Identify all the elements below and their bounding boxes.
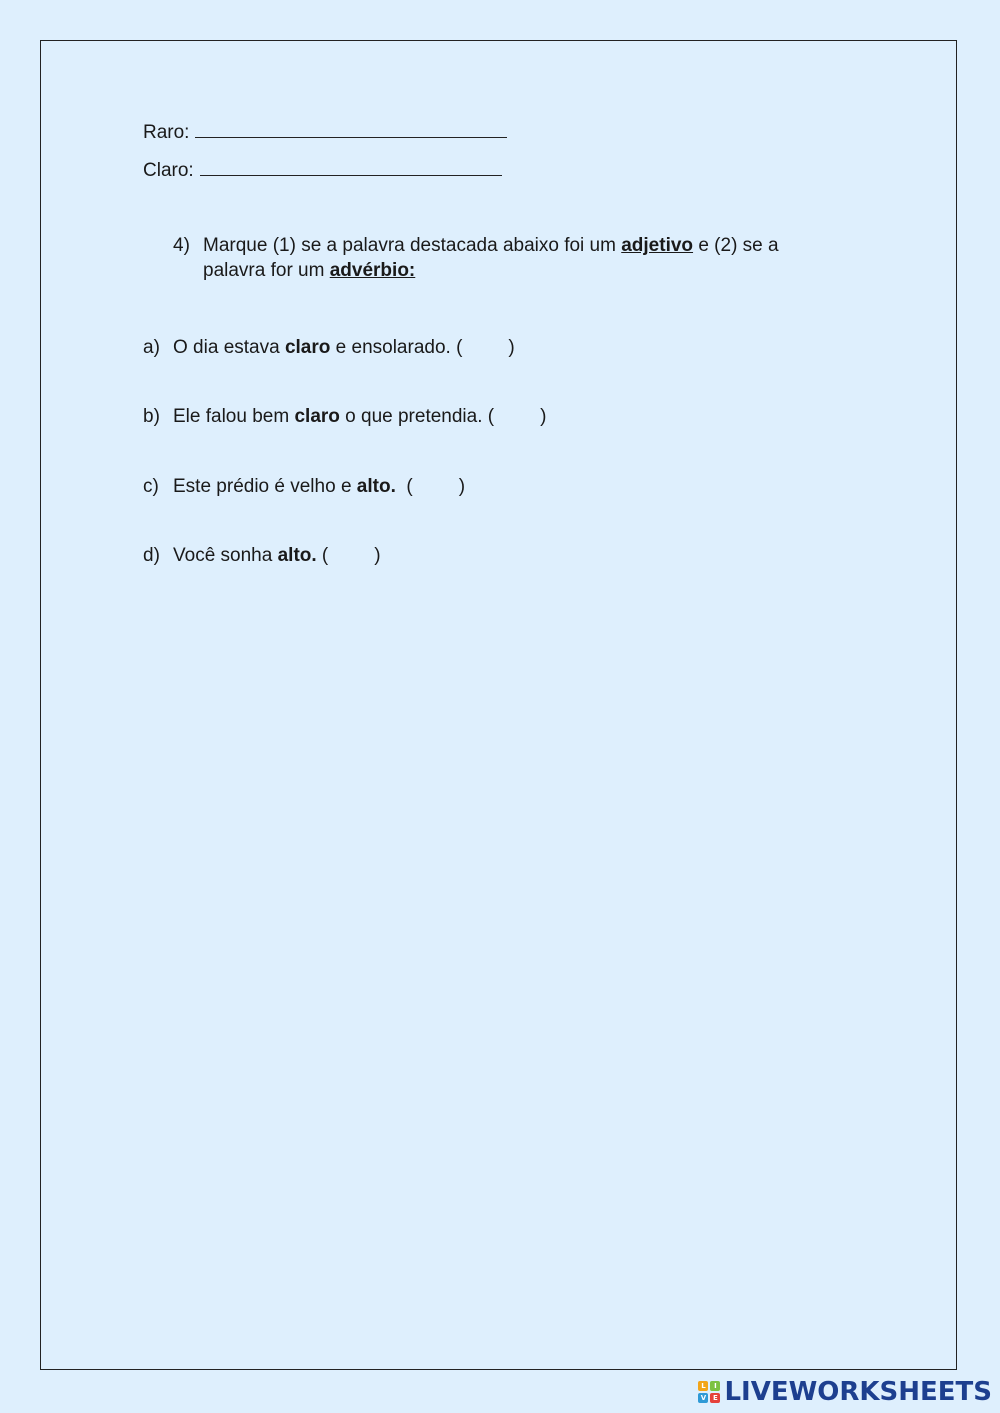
item-close-paren: ) bbox=[540, 406, 547, 427]
question-line-1 bbox=[173, 234, 779, 258]
question-adjetivo: adjetivo bbox=[621, 235, 694, 256]
claro-label: Claro: bbox=[143, 160, 194, 181]
raro-answer-line[interactable] bbox=[195, 119, 507, 138]
logo-block: I bbox=[710, 1381, 720, 1391]
item-text: O dia estava bbox=[173, 337, 285, 358]
item-marker: d) bbox=[143, 545, 160, 566]
item-text: Você sonha bbox=[173, 545, 278, 566]
item-text: Este prédio é velho e bbox=[173, 476, 357, 497]
claro-row bbox=[143, 157, 502, 183]
liveworksheets-logo[interactable] bbox=[698, 1377, 992, 1407]
item-close-paren: ) bbox=[458, 476, 466, 497]
list-item bbox=[143, 475, 465, 499]
item-text-after: ( bbox=[316, 545, 329, 566]
raro-label: Raro: bbox=[143, 122, 190, 143]
item-marker: c) bbox=[143, 476, 159, 497]
list-item bbox=[143, 405, 546, 429]
logo-blocks-icon bbox=[698, 1381, 720, 1403]
item-marker: a) bbox=[143, 337, 160, 358]
item-close-paren: ) bbox=[508, 337, 515, 358]
question-number: 4) bbox=[173, 235, 190, 256]
list-item bbox=[143, 544, 381, 568]
item-bold-word: alto. bbox=[356, 476, 396, 497]
item-text-after: o que pretendia. ( bbox=[339, 406, 495, 427]
item-bold-word: claro bbox=[294, 406, 340, 427]
question-text-2a: palavra for um bbox=[203, 260, 330, 281]
question-line-2 bbox=[203, 259, 415, 283]
logo-block: E bbox=[710, 1393, 720, 1403]
question-text-1a: Marque (1) se a palavra destacada abaixo foi um bbox=[203, 235, 622, 256]
logo-block: V bbox=[698, 1393, 708, 1403]
item-bold-word: alto. bbox=[277, 545, 317, 566]
item-marker: b) bbox=[143, 406, 160, 427]
question-adverbio: advérbio: bbox=[329, 260, 416, 281]
raro-row bbox=[143, 119, 507, 145]
logo-text: LIVEWORKSHEETS bbox=[724, 1377, 992, 1407]
question-text-1b: e (2) se a bbox=[693, 235, 779, 256]
item-close-paren: ) bbox=[374, 545, 381, 566]
claro-answer-line[interactable] bbox=[200, 157, 502, 176]
logo-block: L bbox=[698, 1381, 708, 1391]
item-text-after: ( bbox=[395, 476, 413, 497]
item-text-after: e ensolarado. ( bbox=[330, 337, 463, 358]
list-item bbox=[143, 336, 515, 360]
item-bold-word: claro bbox=[284, 337, 331, 358]
item-text: Ele falou bem bbox=[173, 406, 295, 427]
